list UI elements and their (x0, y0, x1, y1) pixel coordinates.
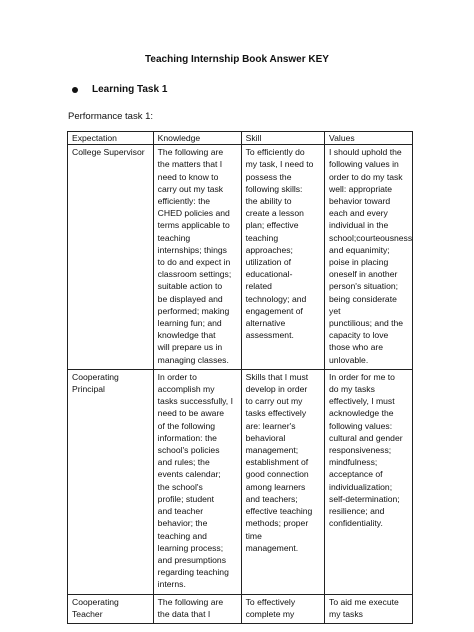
values-cell: To aid me execute my tasks (325, 594, 413, 623)
expectation-cell: Cooperating Principal (68, 369, 154, 594)
table-row (68, 145, 413, 370)
values-cell: In order for me to do my tasks effectively, I must acknowledge the following values: cultural and gender responsiveness; mindfulness; acceptance of individualization; self-determination; resilience; and confidentiality. (325, 369, 413, 594)
column-header: Knowledge (153, 132, 241, 145)
table-row (68, 594, 413, 623)
skill-cell: To efficiently do my task, I need to possess the following skills: the ability to create a lesson plan; effective teaching approaches; utilization of educational- related technology; and engagement of alternative assessment. (241, 145, 324, 370)
column-header: Expectation (68, 132, 154, 145)
expectation-cell: Cooperating Teacher (68, 594, 154, 623)
column-header: Skill (241, 132, 324, 145)
section-heading-row (72, 84, 167, 95)
expectations-table (67, 131, 413, 624)
subheading: Performance task 1: (68, 111, 154, 122)
skill-cell: To effectively complete my (241, 594, 324, 623)
table-row (68, 369, 413, 594)
section-heading: Learning Task 1 (92, 84, 168, 95)
knowledge-cell: The following are the data that I (153, 594, 241, 623)
bullet-icon (72, 87, 78, 93)
skill-cell: Skills that I must develop in order to carry out my tasks effectively are: learner's behavioral management; establishment of good connection among learners and teachers; effective teaching methods; proper time management. (241, 369, 324, 594)
values-cell: I should uphold the following values in order to do my task well: appropriate behavior toward each and every individual in the school;courteousness and equanimity; poise in placing oneself in another person's situation; being considerate yet punctilious; and the capacity to love those who are unlovable. (325, 145, 413, 370)
knowledge-cell: In order to accomplish my tasks successfully, I need to be aware of the following information: the school's policies and rules; the events calendar; the school's profile; student and teacher behavior; the teaching and learning process; and presumptions regarding teaching interns. (153, 369, 241, 594)
table-header-row (68, 132, 413, 145)
column-header: Values (325, 132, 413, 145)
document-title: Teaching Internship Book Answer KEY (145, 54, 329, 65)
knowledge-cell: The following are the matters that I need to know to carry out my task efficiently: the CHED policies and terms applicable to teaching internships; things to do and expect in classroom settings; suitable action to be displayed and performed; making learning fun; and knowledge that will prepare us in managing classes. (153, 145, 241, 370)
expectation-cell: College Supervisor (68, 145, 154, 370)
